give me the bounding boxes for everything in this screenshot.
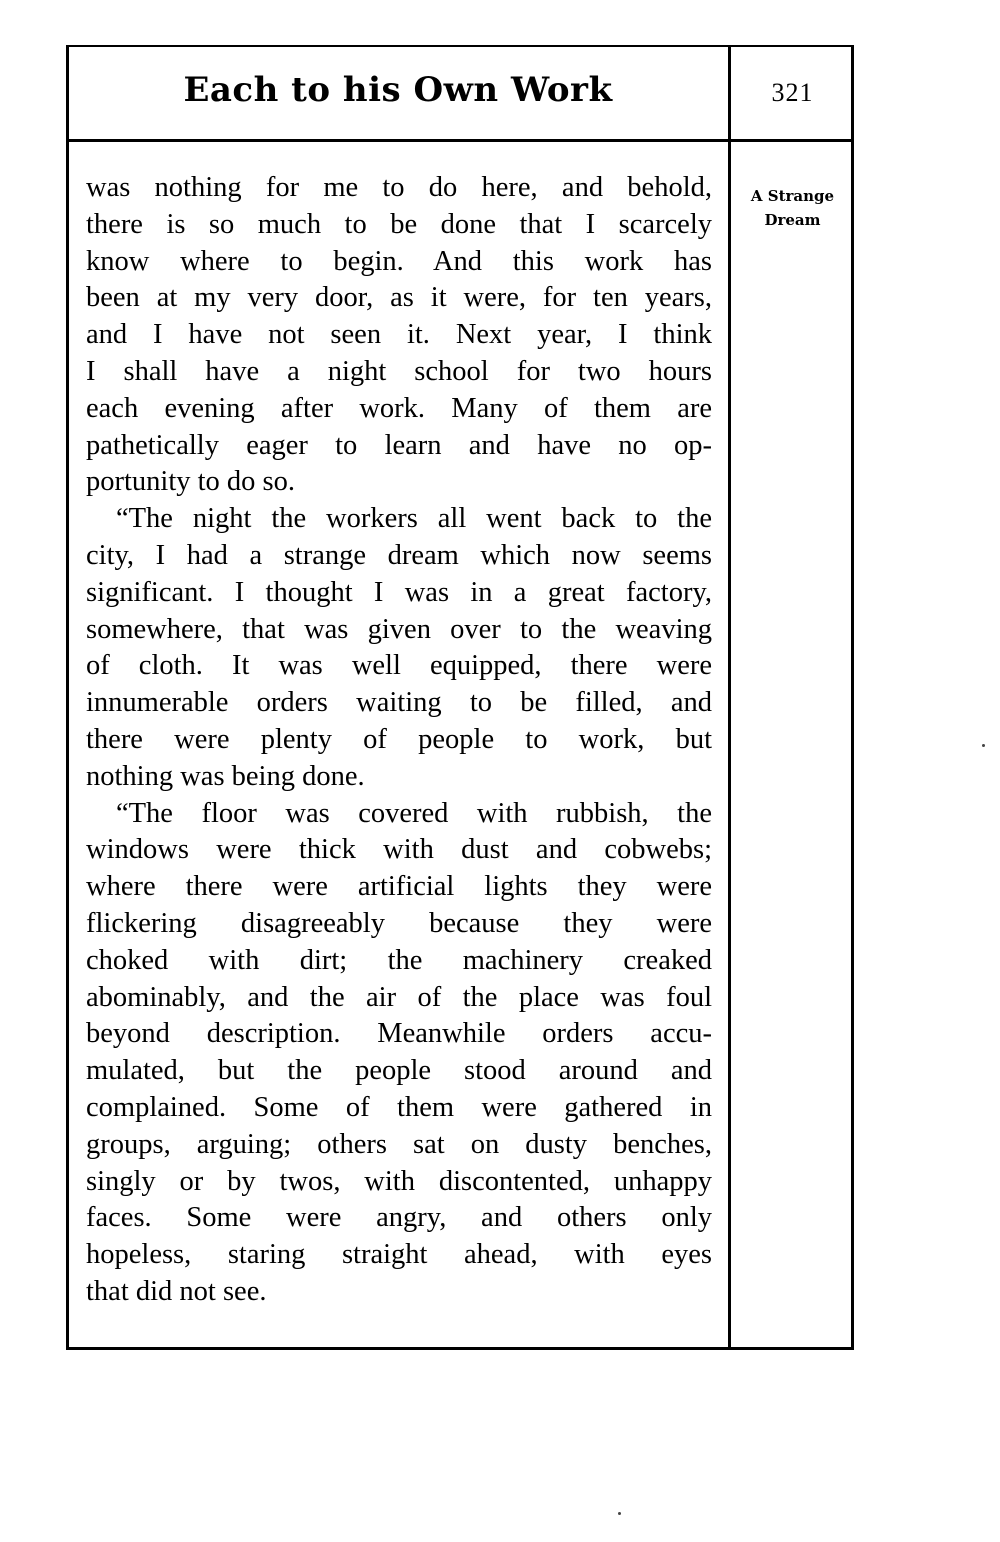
text-line: innumerable orders waiting to be filled, and xyxy=(86,687,712,719)
text-line: that did not see. xyxy=(86,1275,267,1307)
text-line: hopeless, staring straight ahead, with eyes xyxy=(86,1239,712,1271)
text-line: faces. Some were angry, and others only xyxy=(86,1202,712,1234)
text-line: city, I had a strange dream which now seems xyxy=(86,539,712,571)
text-line: nothing was being done. xyxy=(86,760,365,792)
text-line: there is so much to be done that I scarcely xyxy=(86,208,712,240)
margin-column-divider xyxy=(728,45,731,1350)
text-line: where there were artificial lights they were xyxy=(86,871,712,903)
text-line: flickering disagreeably because they were xyxy=(86,907,712,939)
text-line: was nothing for me to do here, and behold, xyxy=(86,172,712,203)
text-line: significant. I thought I was in a great factory, xyxy=(86,576,712,608)
text-line: I shall have a night school for two hours xyxy=(86,355,712,387)
text-line: “The floor was covered with rubbish, the xyxy=(116,797,712,829)
paragraph-2 xyxy=(86,501,712,795)
text-line: of cloth. It was well equipped, there were xyxy=(86,650,712,682)
text-line: and I have not seen it. Next year, I think xyxy=(86,319,712,351)
text-line: complained. Some of them were gathered in xyxy=(86,1091,712,1123)
text-line: each evening after work. Many of them are xyxy=(86,392,712,424)
text-line: pathetically eager to learn and have no op- xyxy=(86,429,712,461)
paragraph-1 xyxy=(86,170,712,501)
page-number: 321 xyxy=(771,78,814,107)
text-line: windows were thick with dust and cobwebs; xyxy=(86,834,712,866)
scan-speck xyxy=(618,1512,621,1515)
text-line: beyond description. Meanwhile orders accu- xyxy=(86,1018,712,1050)
text-line: choked with dirt; the machinery creaked xyxy=(86,944,712,976)
text-line: been at my very door, as it were, for ten years, xyxy=(86,282,712,314)
text-line: abominably, and the air of the place was foul xyxy=(86,981,712,1013)
sidenote-line: A Strange xyxy=(750,187,835,205)
scan-speck xyxy=(982,744,985,747)
text-line: mulated, but the people stood around and xyxy=(86,1055,712,1087)
sidenote-line: Dream xyxy=(764,211,821,229)
text-line: portunity to do so. xyxy=(86,466,296,498)
body-text xyxy=(86,170,712,1311)
text-line: there were plenty of people to work, but xyxy=(86,723,712,755)
text-line: singly or by twos, with discontented, unhappy xyxy=(86,1165,712,1197)
margin-sidenote xyxy=(733,184,852,232)
text-line: “The night the workers all went back to the xyxy=(116,503,712,535)
header-rule xyxy=(66,139,854,142)
paragraph-3 xyxy=(86,796,712,1311)
running-head: Each to his Own Work xyxy=(183,70,613,110)
text-line: know where to begin. And this work has xyxy=(86,245,712,277)
text-line: groups, arguing; others sat on dusty benches, xyxy=(86,1128,712,1160)
text-line: somewhere, that was given over to the weaving xyxy=(86,613,712,645)
